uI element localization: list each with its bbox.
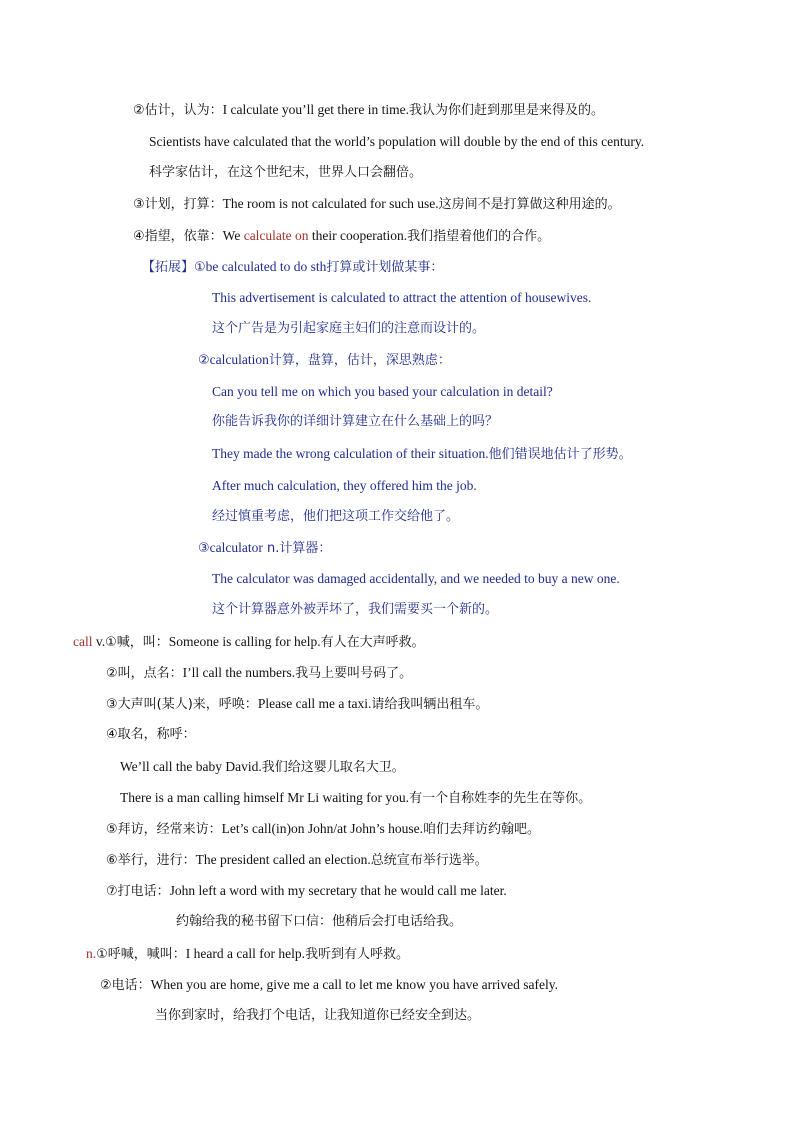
call-verb-sense-4-example-1: We’ll call the baby David.我们给这婴儿取名大卫。 bbox=[120, 759, 405, 775]
expand-item-3-example: The calculator was damaged accidentally, and we needed to buy a new one. bbox=[212, 571, 620, 586]
headword: call bbox=[73, 634, 93, 649]
call-noun-sense-2-translation: 当你到家时，给我打个电话，让我知道你已经安全到达。 bbox=[155, 1008, 481, 1023]
expand-item-2-translation-1: 你能告诉我你的详细计算建立在什么基础上的吗？ bbox=[212, 414, 499, 429]
call-verb-sense-4: ④取名，称呼： bbox=[106, 727, 196, 742]
expand-item-1: 【拓展】①be calculated to do sth打算或计划做某事： bbox=[142, 259, 444, 275]
calculate-sense-3: ③计划，打算：The room is not calculated for such use.这房间不是打算做这种用途的。 bbox=[133, 196, 621, 212]
calculate-sense-2-translation-2: 科学家估计，在这个世纪末，世界人口会翻倍。 bbox=[149, 165, 423, 180]
call-verb-sense-6: ⑥举行，进行：The president called an election.总统宣布举行选举。 bbox=[106, 852, 488, 868]
call-verb-sense-1: call v.①喊，叫：Someone is calling for help.有人在大声呼救。 bbox=[73, 634, 425, 650]
calculate-sense-2: ②估计，认为：I calculate you’ll get there in time.我认为你们赶到那里是来得及的。 bbox=[133, 102, 604, 118]
expand-item-2-example-1: Can you tell me on which you based your calculation in detail? bbox=[212, 384, 553, 399]
call-noun-sense-2: ②电话：When you are home, give me a call to let me know you have arrived safely. bbox=[100, 977, 559, 993]
call-verb-sense-4-example-2: There is a man calling himself Mr Li waiting for you.有一个自称姓李的先生在等你。 bbox=[120, 790, 592, 806]
call-verb-sense-7: ⑦打电话：John left a word with my secretary that he would call me later. bbox=[106, 883, 507, 899]
expand-item-3-translation: 这个计算器意外被弄坏了，我们需要买一个新的。 bbox=[212, 602, 499, 617]
expand-item-3: ③calculator n.计算器： bbox=[198, 540, 332, 556]
expand-item-2: ②calculation计算，盘算，估计，深思熟虑： bbox=[198, 352, 451, 368]
expand-tag: 【拓展】 bbox=[142, 260, 195, 275]
calculate-sense-4: ④指望，依靠：We calculate on their cooperation.我们指望着他们的合作。 bbox=[133, 228, 551, 244]
call-noun-sense-1: n.①呼喊，喊叫：I heard a call for help.我听到有人呼救。 bbox=[86, 946, 409, 962]
expand-item-2-translation-3: 经过慎重考虑，他们把这项工作交给他了。 bbox=[212, 509, 460, 524]
expand-item-2-example-3: After much calculation, they offered him the job. bbox=[212, 478, 477, 493]
expand-item-2-example-2: They made the wrong calculation of their situation.他们错误地估计了形势。 bbox=[212, 446, 632, 462]
expand-item-1-translation: 这个广告是为引起家庭主妇们的注意而设计的。 bbox=[212, 321, 486, 336]
calculate-sense-2-example-2: Scientists have calculated that the world’s population will double by the end of this century. bbox=[149, 134, 645, 149]
call-verb-sense-3: ③大声叫(某人)来，呼唤：Please call me a taxi.请给我叫辆出租车。 bbox=[106, 696, 489, 712]
highlighted-phrase: calculate on bbox=[243, 228, 309, 243]
call-verb-sense-2: ②叫，点名：I’ll call the numbers.我马上要叫号码了。 bbox=[106, 665, 413, 681]
call-verb-sense-7-translation: 约翰给我的秘书留下口信：他稍后会打电话给我。 bbox=[176, 914, 463, 929]
call-verb-sense-5: ⑤拜访，经常来访：Let’s call(in)on John/at John’s house.咱们去拜访约翰吧。 bbox=[106, 821, 541, 837]
expand-item-1-example: This advertisement is calculated to attract the attention of housewives. bbox=[212, 290, 592, 305]
